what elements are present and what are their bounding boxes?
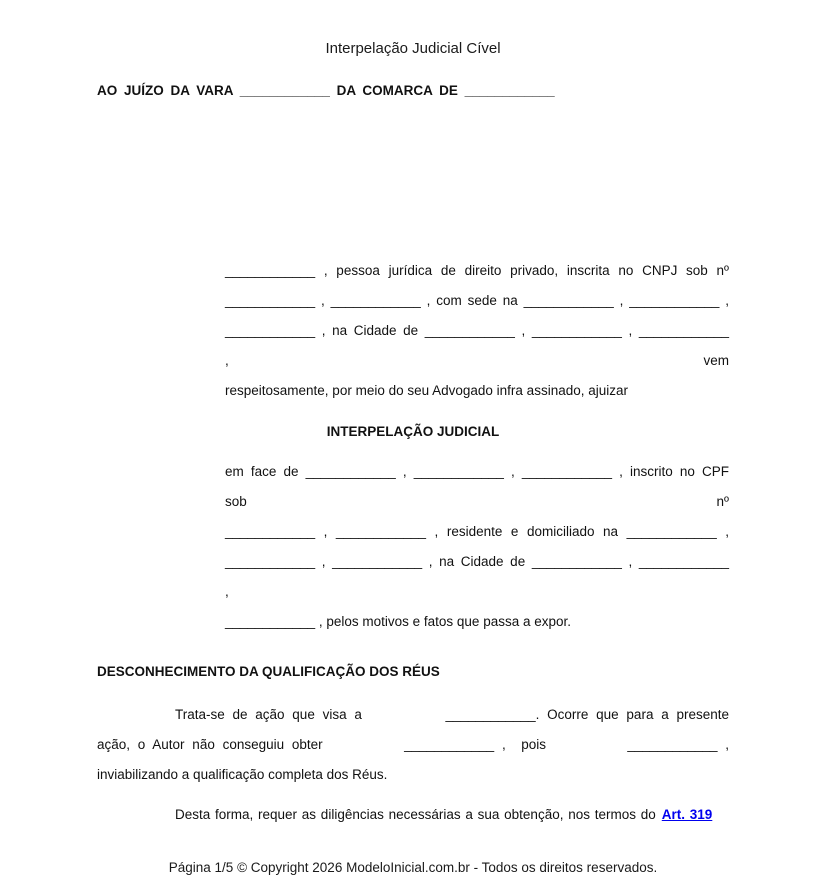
text-segment: ação, o Autor não conseguiu obter xyxy=(97,737,323,752)
flexible-gap xyxy=(362,700,446,730)
flexible-gap xyxy=(323,730,404,760)
paragraph-line: ____________ , na Cidade de ____________ , ____________ , ____________ , vem xyxy=(225,323,729,368)
author-qualification-paragraph xyxy=(225,256,729,406)
paragraph-line: inviabilizando a qualificação completa dos Réus. xyxy=(97,767,388,782)
body-paragraph xyxy=(97,700,729,790)
paragraph-line: ____________ , ____________ , com sede na ____________ , ____________ , xyxy=(225,293,729,308)
paragraph-line: ____________ , pelos motivos e fatos que passa a expor. xyxy=(225,614,571,629)
text-segment: ____________ , pois xyxy=(404,737,546,752)
document-title: Interpelação Judicial Cível xyxy=(325,40,501,57)
page-footer: Página 1/5 © Copyright 2026 ModeloInicial.com.br - Todos os direitos reservados. xyxy=(168,860,658,875)
action-heading: INTERPELAÇÃO JUDICIAL xyxy=(326,424,500,439)
paragraph-line xyxy=(97,700,729,730)
text-segment: ____________ , xyxy=(627,737,730,752)
art-319-link[interactable]: Art. 319 xyxy=(661,807,713,822)
closing-text: Desta forma, requer as diligências necessárias a sua obtenção, nos termos do xyxy=(175,807,656,822)
addressee-line: AO JUÍZO DA VARA ____________ DA COMARCA DE ____________ xyxy=(97,83,555,98)
flexible-gap xyxy=(546,730,627,760)
paragraph-line: ____________ , ____________ , residente e domiciliado na ____________ , xyxy=(225,524,729,539)
paragraph-line xyxy=(97,730,729,760)
first-line-indent xyxy=(97,700,175,730)
paragraph-line: respeitosamente, por meio do seu Advogado infra assinado, ajuizar xyxy=(225,383,628,398)
paragraph-line: em face de ____________ , ____________ , ____________ , inscrito no CPF sob nº xyxy=(225,464,729,509)
text-segment: ____________. Ocorre que para a presente xyxy=(445,707,729,722)
section-heading: DESCONHECIMENTO DA QUALIFICAÇÃO DOS RÉUS xyxy=(97,664,440,679)
closing-paragraph xyxy=(97,800,729,830)
text-segment: Trata-se de ação que visa a xyxy=(175,707,362,722)
defendant-qualification-paragraph xyxy=(225,457,729,637)
paragraph-line: ____________ , pessoa jurídica de direito privado, inscrita no CNPJ sob nº xyxy=(225,263,729,278)
paragraph-line: ____________ , ____________ , na Cidade de ____________ , ____________ , xyxy=(225,554,729,599)
